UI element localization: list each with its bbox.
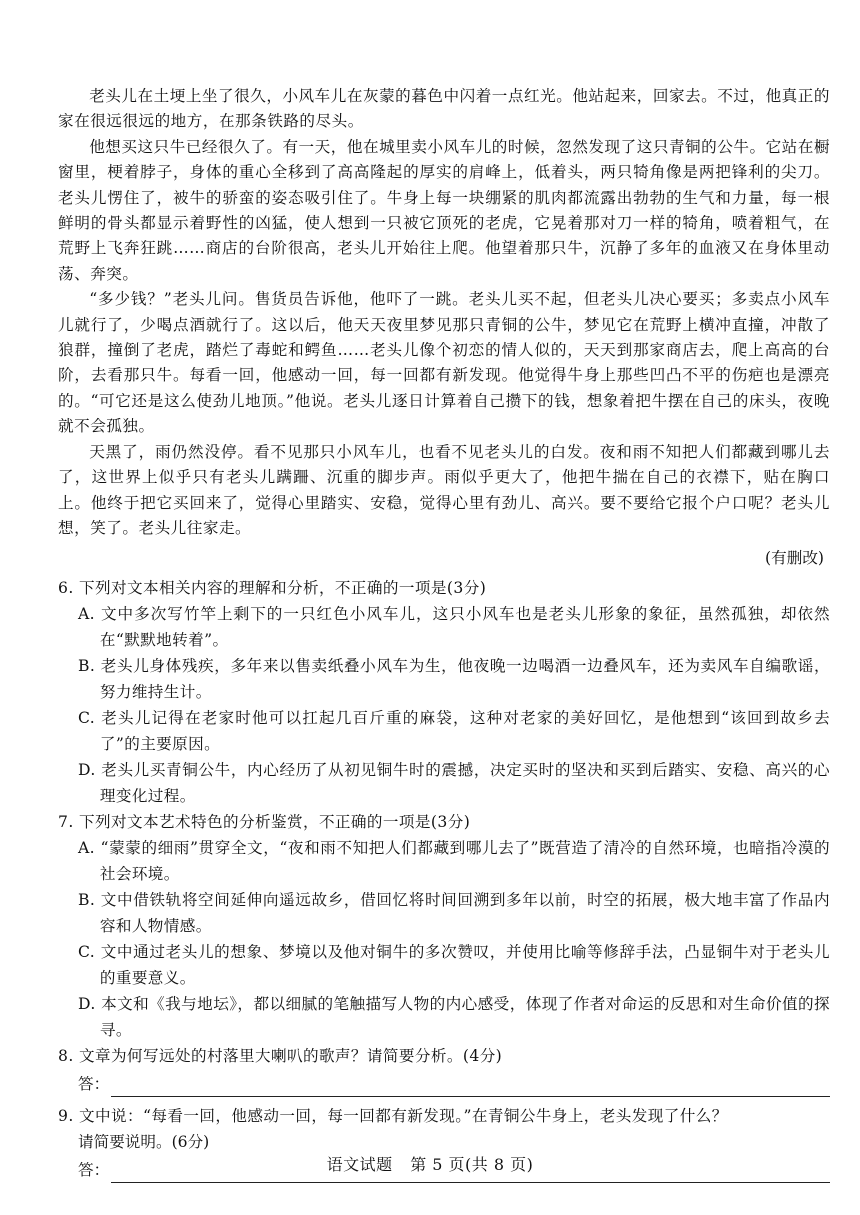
passage-paragraph: 天黑了，雨仍然没停。看不见那只小风车儿，也看不见老头儿的白发。夜和雨不知把人们都藏到哪儿去了，这世界上似乎只有老头儿蹒跚、沉重的脚步声。雨似乎更大了，他把牛揣在自己的衣襟下，贴在胸口上。他终于把它买回来了，觉得心里踏实、安稳，觉得心里有劲儿、高兴。要不要给它报个户口呢？老头儿想，笑了。老头儿往家走。 [58,442,830,537]
option-a: A. “蒙蒙的细雨”贯穿全文，“夜和雨不知把人们都藏到哪儿去了”既营造了清冷的自然环境，也暗指冷漠的社会环境。 [78,839,830,884]
option-d: D. 本文和《我与地坛》，都以细腻的笔触描写人物的内心感受，体现了作者对命运的反思和对生命价值的探寻。 [78,995,830,1040]
reading-passage [58,84,830,541]
passage-paragraph: 老头儿在土埂上坐了很久，小风车儿在灰蒙的暮色中闪着一点红光。他站起来，回家去。不过，他真正的家在很远很远的地方，在那条铁路的尽头。 [58,87,830,131]
question-stem: 8. 文章为何写远处的村落里大喇叭的歌声？请简要分析。(4分) [58,1047,503,1066]
option-c: C. 文中通过老头儿的想象、梦境以及他对铜牛的多次赞叹，并使用比喻等修辞手法，凸显铜牛对于老头儿的重要意义。 [78,943,830,988]
option-a: A. 文中多次写竹竿上剩下的一只红色小风车儿，这只小风车也是老头儿形象的象征，虽然孤独，却依然在“默默地转着”。 [78,605,830,650]
question-stem: 7. 下列对文本艺术特色的分析鉴赏，不正确的一项是(3分) [58,813,471,832]
question-7 [58,809,830,1043]
question-8 [58,1043,830,1097]
footer-subject: 语文试题 [326,1155,393,1174]
question-6 [58,575,830,809]
page-footer [0,1152,860,1175]
answer-label: 答： [78,1075,110,1094]
question-stem-continued: 请简要说明。(6分) [78,1133,210,1152]
passage-paragraph: “多少钱？”老头儿问。售货员告诉他，他吓了一跳。老头儿买不起，但老头儿决心要买；多卖点小风车儿就行了，少喝点酒就行了。这以后，他天天夜里梦见那只青铜的公牛，梦见它在荒野上横冲直撞，冲散了狼群，撞倒了老虎，踏烂了毒蛇和鳄鱼……老头儿像个初恋的情人似的，天天到那家商店去，爬上高高的台阶，去看那只牛。每看一回，他感动一回，每一回都有新发现。他觉得牛身上那些凹凸不平的伤疤也是漂亮的。“可它还是这么使劲儿地顶。”他说。老头儿逐日计算着自己攒下的钱，想象着把牛摆在自己的床头，夜晚就不会孤独。 [58,290,830,436]
answer-underline [111,1078,830,1097]
passage-paragraph: 他想买这只牛已经很久了。有一天，他在城里卖小风车儿的时候，忽然发现了这只青铜的公牛。它站在橱窗里，梗着脖子，身体的重心全移到了高高隆起的厚实的肩峰上，低着头，两只犄角像是两把锋利的尖刀。老头儿愣住了，被牛的骄蛮的姿态吸引住了。牛身上每一块绷紧的肌肉都流露出勃勃的生气和力量，每一根鲜明的骨头都显示着野性的凶猛，使人想到一只被它顶死的老虎，它晃着那对刀一样的犄角，喷着粗气，在荒野上飞奔狂跳……商店的台阶很高，老头儿开始往上爬。他望着那只牛，沉静了多年的血液又在身体里动荡、奔突。 [58,137,830,283]
option-b: B. 文中借铁轨将空间延伸向遥远故乡，借回忆将时间回溯到多年以前，时空的拓展，极大地丰富了作品内容和人物情感。 [78,891,830,936]
answer-field[interactable] [78,1071,830,1097]
source-note: (有删改) [765,549,824,568]
question-stem: 6. 下列对文本相关内容的理解和分析，不正确的一项是(3分) [58,579,487,598]
option-d: D. 老头儿买青铜公牛，内心经历了从初见铜牛时的震撼，决定买时的坚决和买到后踏实、安稳、高兴的心理变化过程。 [78,761,830,806]
question-stem: 9. 文中说：“每看一回，他感动一回，每一回都有新发现。”在青铜公牛身上，老头发现了什么？ [58,1107,728,1126]
footer-page-number: 第 5 页(共 8 页) [410,1155,534,1174]
option-b: B. 老头儿身体残疾，多年来以售卖纸叠小风车为生，他夜晚一边喝酒一边叠风车，还为卖风车自编歌谣，努力维持生计。 [78,657,830,702]
answer-label: 答： [78,1161,110,1180]
option-c: C. 老头儿记得在老家时他可以扛起几百斤重的麻袋，这种对老家的美好回忆，是他想到“该回到故乡去了”的主要原因。 [78,709,830,754]
